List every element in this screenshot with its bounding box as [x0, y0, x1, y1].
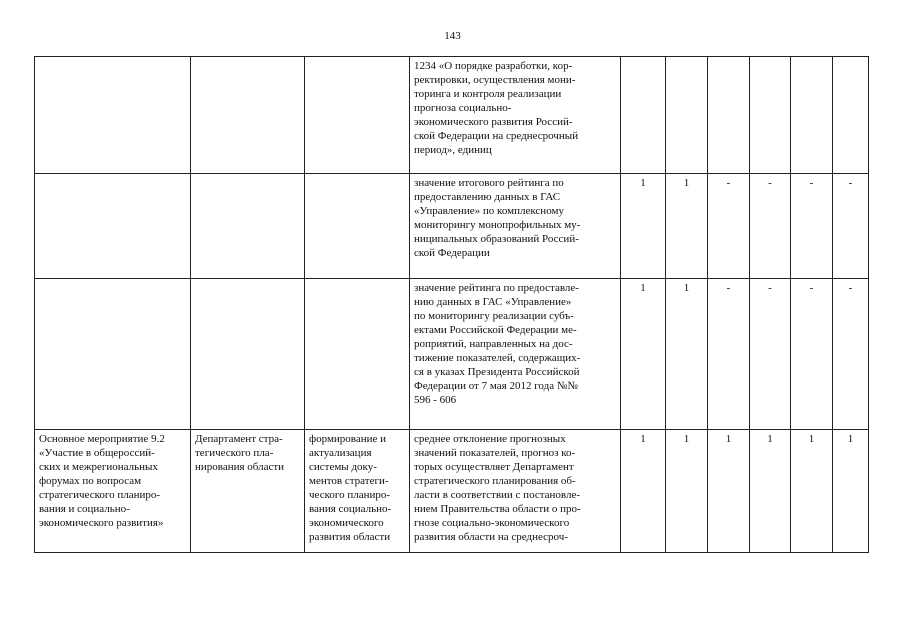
value-cell: 1 — [666, 279, 708, 430]
value-cell: - — [833, 174, 869, 279]
indicator-cell: значение рейтинга по предоставле- нию данных в ГАС «Управление» по мониторингу реализации субъ- ектами Российской Федерации ме- роприятий, направленных на дос- тижение показателей, содержащих- ся в указах Президента Российской Федерации от 7 мая 2012 года №№ 596 - 606 — [410, 279, 621, 430]
value-cell: - — [791, 279, 833, 430]
content-cell — [305, 174, 410, 279]
value-cell: 1 — [750, 430, 791, 553]
executor-cell: Департамент стра- тегического пла- нирования области — [191, 430, 305, 553]
table-row — [35, 430, 869, 553]
value-cell: 1 — [708, 430, 750, 553]
value-cell: - — [833, 279, 869, 430]
value-cell — [750, 57, 791, 174]
executor-cell — [191, 279, 305, 430]
value-cell — [708, 57, 750, 174]
value-cell — [833, 57, 869, 174]
value-cell: - — [750, 279, 791, 430]
indicator-cell: среднее отклонение прогнозных значений показателей, прогноз ко- торых осуществляет Департамент стратегического планирования об- ласти в соответствии с постановле- нием Правительства области о про- гнозе социально-экономического развития области на среднесроч- — [410, 430, 621, 553]
value-cell: 1 — [833, 430, 869, 553]
activity-cell — [35, 57, 191, 174]
executor-cell — [191, 57, 305, 174]
activity-cell: Основное мероприятие 9.2 «Участие в общероссий- ских и межрегиональных форумах по вопросам стратегического планиро- вания и социально- экономического развития» — [35, 430, 191, 553]
value-cell: 1 — [666, 174, 708, 279]
table-row — [35, 174, 869, 279]
value-cell: - — [708, 174, 750, 279]
content-cell — [305, 279, 410, 430]
value-cell — [791, 57, 833, 174]
value-cell: 1 — [791, 430, 833, 553]
activity-cell — [35, 279, 191, 430]
indicator-cell: значение итогового рейтинга по предоставлению данных в ГАС «Управление» по комплексному мониторингу монопрофильных му- ниципальных образований Россий- ской Федерации — [410, 174, 621, 279]
table-row — [35, 279, 869, 430]
content-cell: формирование и актуализация системы доку- ментов стратеги- ческого планиро- вания социально- экономического развития области — [305, 430, 410, 553]
page-number: 143 — [444, 30, 461, 42]
executor-cell — [191, 174, 305, 279]
value-cell — [621, 57, 666, 174]
value-cell: 1 — [621, 279, 666, 430]
value-cell: - — [791, 174, 833, 279]
value-cell: 1 — [621, 174, 666, 279]
table-row — [35, 57, 869, 174]
value-cell: - — [708, 279, 750, 430]
indicator-cell: 1234 «О порядке разработки, кор- ректировки, осуществления мони- торинга и контроля реализации прогноза социально- экономического развития Россий- ской Федерации на среднесрочный период», единиц — [410, 57, 621, 174]
activity-cell — [35, 174, 191, 279]
program-table — [34, 56, 869, 553]
value-cell: 1 — [621, 430, 666, 553]
content-cell — [305, 57, 410, 174]
value-cell: - — [750, 174, 791, 279]
value-cell: 1 — [666, 430, 708, 553]
value-cell — [666, 57, 708, 174]
